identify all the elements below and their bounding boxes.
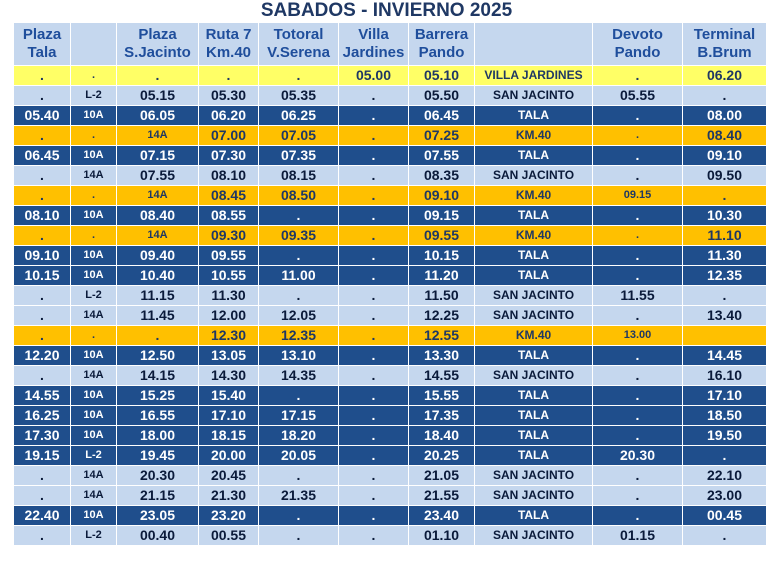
cell-villa-jardines: .: [339, 406, 409, 426]
cell-plaza-tala: 05.40: [14, 106, 71, 126]
cell-barrera-pando: 14.55: [409, 366, 475, 386]
cell-line: 10A: [71, 406, 117, 426]
header-ruta7: Ruta 7 Km.40: [199, 23, 259, 66]
cell-villa-jardines: .: [339, 446, 409, 466]
cell-ruta7: 06.20: [199, 106, 259, 126]
cell-totoral: 21.35: [259, 486, 339, 506]
cell-villa-jardines: .: [339, 466, 409, 486]
cell-ruta7: 07.00: [199, 126, 259, 146]
cell-totoral: .: [259, 506, 339, 526]
header-terminal: Terminal B.Brum: [683, 23, 767, 66]
cell-terminal: .: [683, 286, 767, 306]
cell-plaza-tala: .: [14, 226, 71, 246]
cell-totoral: 18.20: [259, 426, 339, 446]
cell-plaza-sjacinto: 09.40: [117, 246, 199, 266]
cell-villa-jardines: .: [339, 106, 409, 126]
table-row: [14, 406, 767, 426]
cell-terminal: 18.50: [683, 406, 767, 426]
cell-barrera-pando: 05.50: [409, 86, 475, 106]
table-row: [14, 266, 767, 286]
cell-devoto-pando: .: [593, 426, 683, 446]
cell-line: L-2: [71, 526, 117, 546]
header-villa-jardines: Villa Jardines: [339, 23, 409, 66]
cell-devoto-pando: .: [593, 506, 683, 526]
cell-terminal: 13.40: [683, 306, 767, 326]
cell-devoto-pando: .: [593, 226, 683, 246]
cell-terminal: .: [683, 86, 767, 106]
page-title: SABADOS - INVIERNO 2025: [260, 0, 513, 21]
cell-plaza-tala: .: [14, 166, 71, 186]
cell-plaza-tala: .: [14, 186, 71, 206]
cell-ruta7: 21.30: [199, 486, 259, 506]
cell-totoral: .: [259, 526, 339, 546]
cell-destination: TALA: [475, 206, 593, 226]
cell-devoto-pando: .: [593, 466, 683, 486]
cell-destination: SAN JACINTO: [475, 86, 593, 106]
cell-devoto-pando: .: [593, 266, 683, 286]
cell-line: L-2: [71, 446, 117, 466]
cell-barrera-pando: 05.10: [409, 66, 475, 86]
cell-line: 10A: [71, 246, 117, 266]
cell-terminal: .: [683, 186, 767, 206]
cell-totoral: .: [259, 466, 339, 486]
cell-ruta7: 09.55: [199, 246, 259, 266]
cell-terminal: 06.20: [683, 66, 767, 86]
cell-terminal: 11.10: [683, 226, 767, 246]
cell-destination: TALA: [475, 246, 593, 266]
cell-plaza-sjacinto: 14.15: [117, 366, 199, 386]
cell-plaza-tala: 22.40: [14, 506, 71, 526]
cell-plaza-tala: .: [14, 126, 71, 146]
table-row: [14, 366, 767, 386]
cell-devoto-pando: .: [593, 406, 683, 426]
cell-plaza-tala: 06.45: [14, 146, 71, 166]
cell-destination: SAN JACINTO: [475, 366, 593, 386]
cell-villa-jardines: .: [339, 226, 409, 246]
cell-plaza-tala: 14.55: [14, 386, 71, 406]
cell-destination: TALA: [475, 106, 593, 126]
cell-plaza-sjacinto: 06.05: [117, 106, 199, 126]
cell-plaza-tala: .: [14, 366, 71, 386]
cell-plaza-sjacinto: 12.50: [117, 346, 199, 366]
cell-terminal: .: [683, 446, 767, 466]
cell-plaza-sjacinto: 23.05: [117, 506, 199, 526]
cell-plaza-sjacinto: 08.40: [117, 206, 199, 226]
cell-plaza-tala: 17.30: [14, 426, 71, 446]
table-row: [14, 426, 767, 446]
cell-plaza-sjacinto: .: [117, 326, 199, 346]
cell-barrera-pando: 12.55: [409, 326, 475, 346]
cell-totoral: 11.00: [259, 266, 339, 286]
cell-line: 14A: [71, 486, 117, 506]
cell-ruta7: .: [199, 66, 259, 86]
cell-destination: SAN JACINTO: [475, 526, 593, 546]
cell-plaza-tala: 19.15: [14, 446, 71, 466]
cell-barrera-pando: 09.55: [409, 226, 475, 246]
cell-destination: TALA: [475, 266, 593, 286]
header-destination: [475, 23, 593, 66]
header-row: [14, 23, 767, 66]
cell-ruta7: 15.40: [199, 386, 259, 406]
cell-devoto-pando: 13.00: [593, 326, 683, 346]
cell-destination: KM.40: [475, 126, 593, 146]
cell-barrera-pando: 13.30: [409, 346, 475, 366]
cell-plaza-sjacinto: 05.15: [117, 86, 199, 106]
cell-totoral: 12.05: [259, 306, 339, 326]
cell-plaza-tala: .: [14, 466, 71, 486]
cell-devoto-pando: 01.15: [593, 526, 683, 546]
cell-devoto-pando: .: [593, 486, 683, 506]
cell-villa-jardines: .: [339, 286, 409, 306]
cell-line: 10A: [71, 346, 117, 366]
cell-barrera-pando: 12.25: [409, 306, 475, 326]
cell-barrera-pando: 18.40: [409, 426, 475, 446]
cell-devoto-pando: 11.55: [593, 286, 683, 306]
cell-villa-jardines: .: [339, 526, 409, 546]
cell-barrera-pando: 06.45: [409, 106, 475, 126]
cell-barrera-pando: 07.25: [409, 126, 475, 146]
cell-line: 10A: [71, 426, 117, 446]
cell-terminal: 09.50: [683, 166, 767, 186]
cell-totoral: 20.05: [259, 446, 339, 466]
cell-plaza-tala: 10.15: [14, 266, 71, 286]
cell-devoto-pando: 20.30: [593, 446, 683, 466]
table-row: [14, 226, 767, 246]
cell-terminal: 17.10: [683, 386, 767, 406]
cell-barrera-pando: 23.40: [409, 506, 475, 526]
cell-ruta7: 11.30: [199, 286, 259, 306]
cell-destination: TALA: [475, 406, 593, 426]
cell-ruta7: 18.15: [199, 426, 259, 446]
cell-ruta7: 07.30: [199, 146, 259, 166]
cell-line: 10A: [71, 106, 117, 126]
cell-barrera-pando: 01.10: [409, 526, 475, 546]
table-row: [14, 146, 767, 166]
cell-line: 10A: [71, 206, 117, 226]
cell-barrera-pando: 09.15: [409, 206, 475, 226]
cell-plaza-tala: .: [14, 486, 71, 506]
cell-ruta7: 08.55: [199, 206, 259, 226]
table-row: [14, 186, 767, 206]
cell-barrera-pando: 15.55: [409, 386, 475, 406]
cell-barrera-pando: 11.50: [409, 286, 475, 306]
cell-plaza-tala: 08.10: [14, 206, 71, 226]
cell-destination: SAN JACINTO: [475, 286, 593, 306]
header-barrera-pando: Barrera Pando: [409, 23, 475, 66]
timetable: [13, 22, 767, 546]
cell-villa-jardines: 05.00: [339, 66, 409, 86]
cell-ruta7: 23.20: [199, 506, 259, 526]
cell-destination: KM.40: [475, 186, 593, 206]
cell-terminal: 12.35: [683, 266, 767, 286]
table-row: [14, 106, 767, 126]
cell-destination: SAN JACINTO: [475, 166, 593, 186]
cell-ruta7: 13.05: [199, 346, 259, 366]
cell-villa-jardines: .: [339, 506, 409, 526]
cell-villa-jardines: .: [339, 246, 409, 266]
cell-terminal: 08.40: [683, 126, 767, 146]
cell-devoto-pando: .: [593, 146, 683, 166]
cell-villa-jardines: .: [339, 346, 409, 366]
cell-line: 10A: [71, 506, 117, 526]
table-row: [14, 166, 767, 186]
cell-devoto-pando: .: [593, 66, 683, 86]
cell-devoto-pando: .: [593, 106, 683, 126]
cell-line: .: [71, 226, 117, 246]
cell-barrera-pando: 09.10: [409, 186, 475, 206]
cell-destination: TALA: [475, 386, 593, 406]
cell-terminal: 00.45: [683, 506, 767, 526]
cell-plaza-tala: .: [14, 526, 71, 546]
cell-devoto-pando: .: [593, 126, 683, 146]
cell-line: 14A: [71, 306, 117, 326]
table-row: [14, 346, 767, 366]
cell-line: .: [71, 126, 117, 146]
cell-devoto-pando: .: [593, 246, 683, 266]
cell-barrera-pando: 20.25: [409, 446, 475, 466]
cell-devoto-pando: .: [593, 206, 683, 226]
table-row: [14, 306, 767, 326]
cell-terminal: 10.30: [683, 206, 767, 226]
cell-devoto-pando: .: [593, 386, 683, 406]
cell-totoral: 05.35: [259, 86, 339, 106]
cell-villa-jardines: .: [339, 386, 409, 406]
cell-devoto-pando: .: [593, 306, 683, 326]
cell-destination: SAN JACINTO: [475, 486, 593, 506]
cell-plaza-sjacinto: .: [117, 66, 199, 86]
table-row: [14, 126, 767, 146]
cell-ruta7: 08.45: [199, 186, 259, 206]
cell-plaza-tala: 16.25: [14, 406, 71, 426]
table-row: [14, 326, 767, 346]
cell-terminal: [683, 326, 767, 346]
cell-villa-jardines: .: [339, 306, 409, 326]
cell-totoral: 08.15: [259, 166, 339, 186]
cell-line: .: [71, 326, 117, 346]
cell-totoral: 14.35: [259, 366, 339, 386]
table-row: [14, 206, 767, 226]
cell-villa-jardines: .: [339, 166, 409, 186]
cell-ruta7: 00.55: [199, 526, 259, 546]
cell-plaza-sjacinto: 16.55: [117, 406, 199, 426]
cell-totoral: .: [259, 66, 339, 86]
table-row: [14, 506, 767, 526]
cell-plaza-sjacinto: 10.40: [117, 266, 199, 286]
header-plaza-sjacinto: Plaza S.Jacinto: [117, 23, 199, 66]
cell-villa-jardines: .: [339, 426, 409, 446]
cell-barrera-pando: 21.05: [409, 466, 475, 486]
cell-plaza-sjacinto: 20.30: [117, 466, 199, 486]
cell-villa-jardines: .: [339, 206, 409, 226]
cell-destination: TALA: [475, 146, 593, 166]
cell-barrera-pando: 11.20: [409, 266, 475, 286]
cell-plaza-sjacinto: 15.25: [117, 386, 199, 406]
table-row: [14, 466, 767, 486]
table-row: [14, 66, 767, 86]
header-plaza-tala: Plaza Tala: [14, 23, 71, 66]
cell-ruta7: 12.30: [199, 326, 259, 346]
cell-ruta7: 20.45: [199, 466, 259, 486]
cell-barrera-pando: 10.15: [409, 246, 475, 266]
table-row: [14, 246, 767, 266]
cell-terminal: 09.10: [683, 146, 767, 166]
cell-barrera-pando: 08.35: [409, 166, 475, 186]
header-line: [71, 23, 117, 66]
cell-ruta7: 17.10: [199, 406, 259, 426]
cell-terminal: 14.45: [683, 346, 767, 366]
cell-terminal: 08.00: [683, 106, 767, 126]
cell-plaza-sjacinto: 14A: [117, 226, 199, 246]
cell-plaza-sjacinto: 14A: [117, 186, 199, 206]
cell-totoral: .: [259, 206, 339, 226]
cell-line: L-2: [71, 286, 117, 306]
cell-terminal: .: [683, 526, 767, 546]
cell-plaza-sjacinto: 07.55: [117, 166, 199, 186]
table-row: [14, 526, 767, 546]
cell-ruta7: 14.30: [199, 366, 259, 386]
cell-plaza-tala: .: [14, 326, 71, 346]
cell-plaza-tala: .: [14, 66, 71, 86]
header-devoto-pando: Devoto Pando: [593, 23, 683, 66]
cell-devoto-pando: 09.15: [593, 186, 683, 206]
cell-totoral: 07.35: [259, 146, 339, 166]
cell-plaza-sjacinto: 11.45: [117, 306, 199, 326]
cell-villa-jardines: .: [339, 486, 409, 506]
cell-villa-jardines: .: [339, 186, 409, 206]
cell-villa-jardines: .: [339, 266, 409, 286]
cell-totoral: .: [259, 246, 339, 266]
cell-devoto-pando: .: [593, 366, 683, 386]
cell-plaza-sjacinto: 00.40: [117, 526, 199, 546]
cell-destination: TALA: [475, 506, 593, 526]
cell-line: .: [71, 186, 117, 206]
cell-totoral: 09.35: [259, 226, 339, 246]
cell-destination: TALA: [475, 446, 593, 466]
cell-ruta7: 20.00: [199, 446, 259, 466]
cell-line: 10A: [71, 266, 117, 286]
cell-plaza-sjacinto: 11.15: [117, 286, 199, 306]
cell-devoto-pando: .: [593, 346, 683, 366]
cell-ruta7: 10.55: [199, 266, 259, 286]
cell-plaza-tala: 09.10: [14, 246, 71, 266]
cell-plaza-tala: .: [14, 286, 71, 306]
cell-barrera-pando: 21.55: [409, 486, 475, 506]
cell-destination: SAN JACINTO: [475, 306, 593, 326]
cell-totoral: 17.15: [259, 406, 339, 426]
cell-plaza-sjacinto: 07.15: [117, 146, 199, 166]
timetable-body: [14, 66, 767, 546]
table-row: [14, 86, 767, 106]
cell-line: 14A: [71, 466, 117, 486]
cell-ruta7: 12.00: [199, 306, 259, 326]
cell-plaza-sjacinto: 14A: [117, 126, 199, 146]
table-row: [14, 386, 767, 406]
cell-villa-jardines: .: [339, 126, 409, 146]
cell-destination: KM.40: [475, 226, 593, 246]
cell-ruta7: 09.30: [199, 226, 259, 246]
cell-plaza-tala: 12.20: [14, 346, 71, 366]
cell-barrera-pando: 07.55: [409, 146, 475, 166]
cell-terminal: 11.30: [683, 246, 767, 266]
table-row: [14, 486, 767, 506]
cell-line: .: [71, 66, 117, 86]
cell-ruta7: 05.30: [199, 86, 259, 106]
cell-villa-jardines: .: [339, 86, 409, 106]
cell-terminal: 16.10: [683, 366, 767, 386]
cell-destination: KM.40: [475, 326, 593, 346]
cell-devoto-pando: .: [593, 166, 683, 186]
cell-totoral: 07.05: [259, 126, 339, 146]
cell-plaza-sjacinto: 18.00: [117, 426, 199, 446]
cell-plaza-tala: .: [14, 306, 71, 326]
cell-devoto-pando: 05.55: [593, 86, 683, 106]
cell-villa-jardines: .: [339, 366, 409, 386]
cell-destination: TALA: [475, 346, 593, 366]
cell-totoral: 13.10: [259, 346, 339, 366]
cell-plaza-tala: .: [14, 86, 71, 106]
header-totoral: Totoral V.Serena: [259, 23, 339, 66]
cell-totoral: .: [259, 286, 339, 306]
cell-plaza-sjacinto: 19.45: [117, 446, 199, 466]
cell-terminal: 22.10: [683, 466, 767, 486]
cell-line: 14A: [71, 166, 117, 186]
cell-line: L-2: [71, 86, 117, 106]
cell-villa-jardines: .: [339, 326, 409, 346]
cell-destination: SAN JACINTO: [475, 466, 593, 486]
cell-villa-jardines: .: [339, 146, 409, 166]
cell-ruta7: 08.10: [199, 166, 259, 186]
cell-barrera-pando: 17.35: [409, 406, 475, 426]
cell-destination: VILLA JARDINES: [475, 66, 593, 86]
cell-destination: TALA: [475, 426, 593, 446]
cell-line: 14A: [71, 366, 117, 386]
cell-totoral: .: [259, 386, 339, 406]
cell-line: 10A: [71, 146, 117, 166]
cell-totoral: 12.35: [259, 326, 339, 346]
cell-terminal: 23.00: [683, 486, 767, 506]
cell-totoral: 06.25: [259, 106, 339, 126]
cell-line: 10A: [71, 386, 117, 406]
cell-terminal: 19.50: [683, 426, 767, 446]
table-row: [14, 446, 767, 466]
cell-plaza-sjacinto: 21.15: [117, 486, 199, 506]
table-row: [14, 286, 767, 306]
cell-totoral: 08.50: [259, 186, 339, 206]
